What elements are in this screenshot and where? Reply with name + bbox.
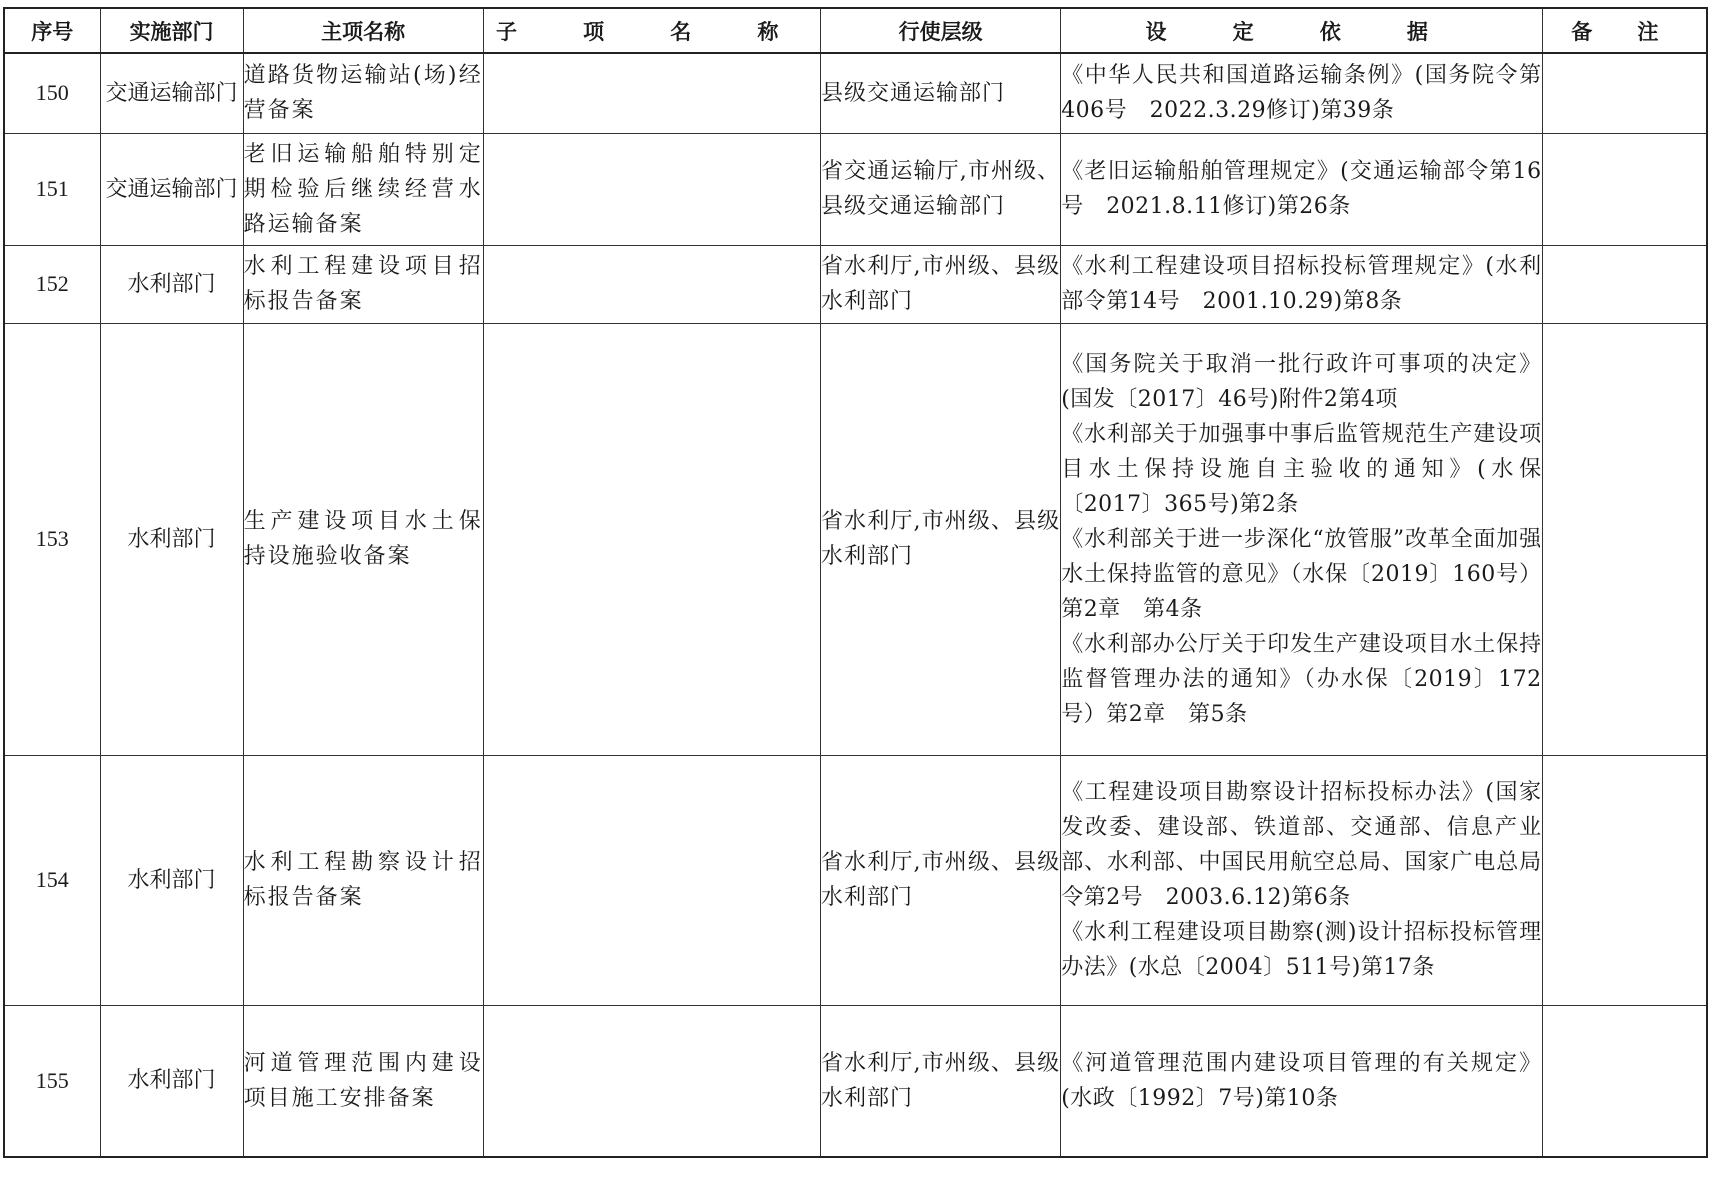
row-dept: 水利部门 bbox=[100, 323, 243, 755]
row-main-item: 老旧运输船舶特别定期检验后继续经营水路运输备案 bbox=[243, 133, 483, 245]
row-note bbox=[1542, 1005, 1707, 1157]
row-level: 省交通运输厅,市州级、县级交通运输部门 bbox=[821, 133, 1061, 245]
row-level: 省水利厅,市州级、县级水利部门 bbox=[821, 245, 1061, 323]
table-row bbox=[4, 755, 1707, 1005]
basis-line: 《中华人民共和国道路运输条例》(国务院令第406号 2022.3.29修订)第39条 bbox=[1061, 63, 1542, 124]
row-note bbox=[1542, 755, 1707, 1005]
row-index: 154 bbox=[4, 755, 100, 1005]
table-row bbox=[4, 133, 1707, 245]
basis-line: 《老旧运输船舶管理规定》(交通运输部令第16号 2021.8.11修订)第26条 bbox=[1061, 159, 1542, 219]
row-sub-item bbox=[483, 133, 820, 245]
row-level: 省水利厅,市州级、县级水利部门 bbox=[821, 323, 1061, 755]
row-level: 县级交通运输部门 bbox=[821, 53, 1061, 133]
row-basis bbox=[1061, 133, 1542, 245]
row-dept: 水利部门 bbox=[100, 1005, 243, 1157]
row-basis bbox=[1061, 53, 1542, 133]
row-sub-item bbox=[483, 245, 820, 323]
row-note bbox=[1542, 53, 1707, 133]
table-row bbox=[4, 1005, 1707, 1157]
row-main-item: 水利工程勘察设计招标报告备案 bbox=[243, 755, 483, 1005]
row-note bbox=[1542, 245, 1707, 323]
row-dept: 交通运输部门 bbox=[100, 53, 243, 133]
row-index: 152 bbox=[4, 245, 100, 323]
basis-line: 《水利工程建设项目勘察(测)设计招标投标管理办法》(水总〔2004〕511号)第17条 bbox=[1061, 920, 1542, 980]
row-dept: 水利部门 bbox=[100, 245, 243, 323]
row-sub-item bbox=[483, 755, 820, 1005]
row-dept: 水利部门 bbox=[100, 755, 243, 1005]
row-main-item: 河道管理范围内建设项目施工安排备案 bbox=[243, 1005, 483, 1157]
row-basis bbox=[1061, 323, 1542, 755]
row-basis bbox=[1061, 755, 1542, 1005]
row-index: 151 bbox=[4, 133, 100, 245]
row-main-item: 道路货物运输站(场)经营备案 bbox=[243, 53, 483, 133]
row-sub-item bbox=[483, 53, 820, 133]
header-note: 备 注 bbox=[1542, 8, 1707, 53]
row-sub-item bbox=[483, 1005, 820, 1157]
basis-line: 《河道管理范围内建设项目管理的有关规定》(水政〔1992〕7号)第10条 bbox=[1061, 1050, 1542, 1111]
row-sub-item bbox=[483, 323, 820, 755]
basis-line: 《工程建设项目勘察设计招标投标办法》(国家发改委、建设部、铁道部、交通部、信息产业部、水利部、中国民用航空总局、国家广电总局令第2号 2003.6.12)第6条 bbox=[1061, 780, 1542, 910]
header-main-item: 主项名称 bbox=[243, 8, 483, 53]
header-row bbox=[4, 8, 1707, 53]
row-basis bbox=[1061, 245, 1542, 323]
row-main-item: 生产建设项目水土保持设施验收备案 bbox=[243, 323, 483, 755]
row-note bbox=[1542, 133, 1707, 245]
header-sub-item: 子 项 名 称 bbox=[483, 8, 820, 53]
header-basis: 设 定 依 据 bbox=[1061, 8, 1542, 53]
row-level: 省水利厅,市州级、县级水利部门 bbox=[821, 755, 1061, 1005]
row-main-item: 水利工程建设项目招标报告备案 bbox=[243, 245, 483, 323]
basis-line: 《水利部关于加强事中事后监管规范生产建设项目水土保持设施自主验收的通知》(水保〔2017〕365号)第2条 bbox=[1061, 421, 1542, 517]
table-row bbox=[4, 53, 1707, 133]
row-dept: 交通运输部门 bbox=[100, 133, 243, 245]
header-index: 序号 bbox=[4, 8, 100, 53]
table-row bbox=[4, 323, 1707, 755]
row-level: 省水利厅,市州级、县级水利部门 bbox=[821, 1005, 1061, 1157]
row-basis bbox=[1061, 1005, 1542, 1157]
basis-line: 《水利工程建设项目招标投标管理规定》(水利部令第14号 2001.10.29)第8条 bbox=[1061, 254, 1542, 314]
row-index: 150 bbox=[4, 53, 100, 133]
header-dept: 实施部门 bbox=[100, 8, 243, 53]
header-level: 行使层级 bbox=[821, 8, 1061, 53]
row-note bbox=[1542, 323, 1707, 755]
basis-line: 《水利部关于进一步深化“放管服”改革全面加强水土保持监管的意见》（水保〔2019〕160号）第2章 第4条 bbox=[1061, 526, 1542, 622]
basis-line: 《国务院关于取消一批行政许可事项的决定》(国发〔2017〕46号)附件2第4项 bbox=[1061, 351, 1542, 412]
row-index: 153 bbox=[4, 323, 100, 755]
table-row bbox=[4, 245, 1707, 323]
basis-line: 《水利部办公厅关于印发生产建设项目水土保持监督管理办法的通知》（办水保〔2019〕172号）第2章 第5条 bbox=[1061, 631, 1542, 727]
row-index: 155 bbox=[4, 1005, 100, 1157]
filing-items-table bbox=[3, 7, 1708, 1158]
